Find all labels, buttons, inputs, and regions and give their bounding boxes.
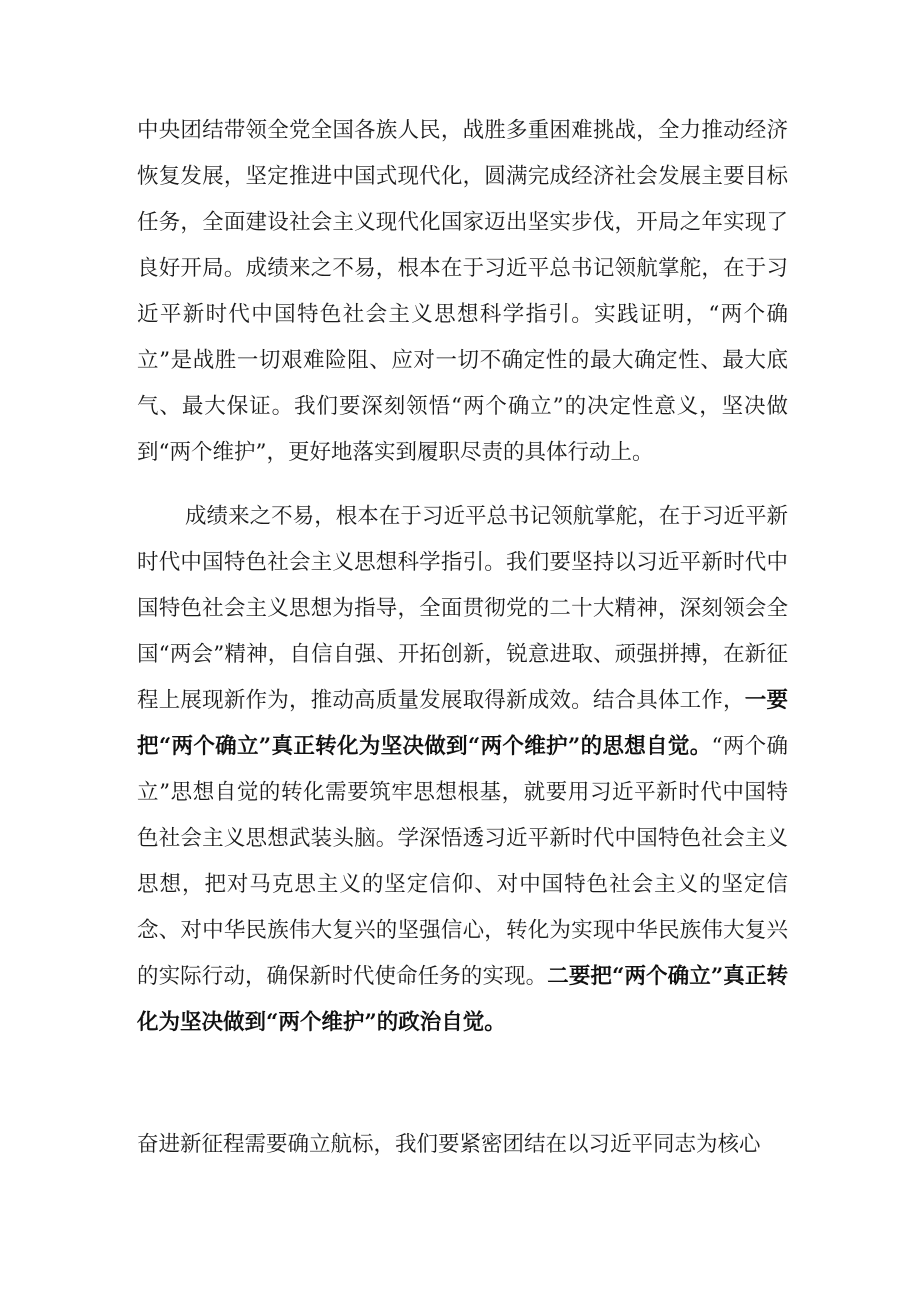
paragraph-2-text-body: “两个确立”思想自觉的转化需要筑牢思想根基，就要用习近平新时代中国特色社会主义思想武装头脑。学深悟透习近平新时代中国特色社会主义思想，把对马克思主义的坚定信仰、对中国特色社会主义的坚定信念、对中华民族伟大复兴的坚强信心，转化为实现中华民族伟大复兴的实际行动，确保新时代使命任务的实现。 — [137, 734, 788, 989]
paragraph-2-text-intro: 成绩来之不易，根本在于习近平总书记领航掌舵，在于习近平新时代中国特色社会主义思想科学指引。我们要坚持以习近平新时代中国特色社会主义思想为指导，全面贯彻党的二十大精神，深刻领会全国“两会”精神，自信自强、开拓创新，锐意进取、顽强拼搏，在新征程上展现新作为，推动高质量发展取得新成效。结合具体工作， — [137, 504, 788, 713]
paragraph-3 — [137, 1122, 788, 1168]
paragraph-2-bold-point-two: 二要把“两个确立”真正转化为坚决做到“两个维护”的政治自觉。 — [137, 964, 788, 1035]
paragraph-2 — [137, 494, 788, 1046]
paragraph-3-text: 奋进新征程需要确立航标，我们要紧密团结在以习近平同志为核心 — [137, 1132, 761, 1157]
paragraph-1-text: 中央团结带领全党全国各族人民，战胜多重困难挑战，全力推动经济恢复发展，坚定推进中国式现代化，圆满完成经济社会发展主要目标任务，全面建设社会主义现代化国家迈出坚实步伐，开局之年实现了良好开局。成绩来之不易，根本在于习近平总书记领航掌舵，在于习近平新时代中国特色社会主义思想科学指引。实践证明，“两个确立”是战胜一切艰难险阻、应对一切不确定性的最大确定性、最大底气、最大保证。我们要深刻领悟“两个确立”的决定性意义，坚决做到“两个维护”，更好地落实到履职尽责的具体行动上。 — [137, 118, 788, 465]
paragraph-1 — [137, 108, 788, 476]
paragraph-2-bold-point-one: 一要把“两个确立”真正转化为坚决做到“两个维护”的思想自觉。 — [137, 688, 788, 759]
